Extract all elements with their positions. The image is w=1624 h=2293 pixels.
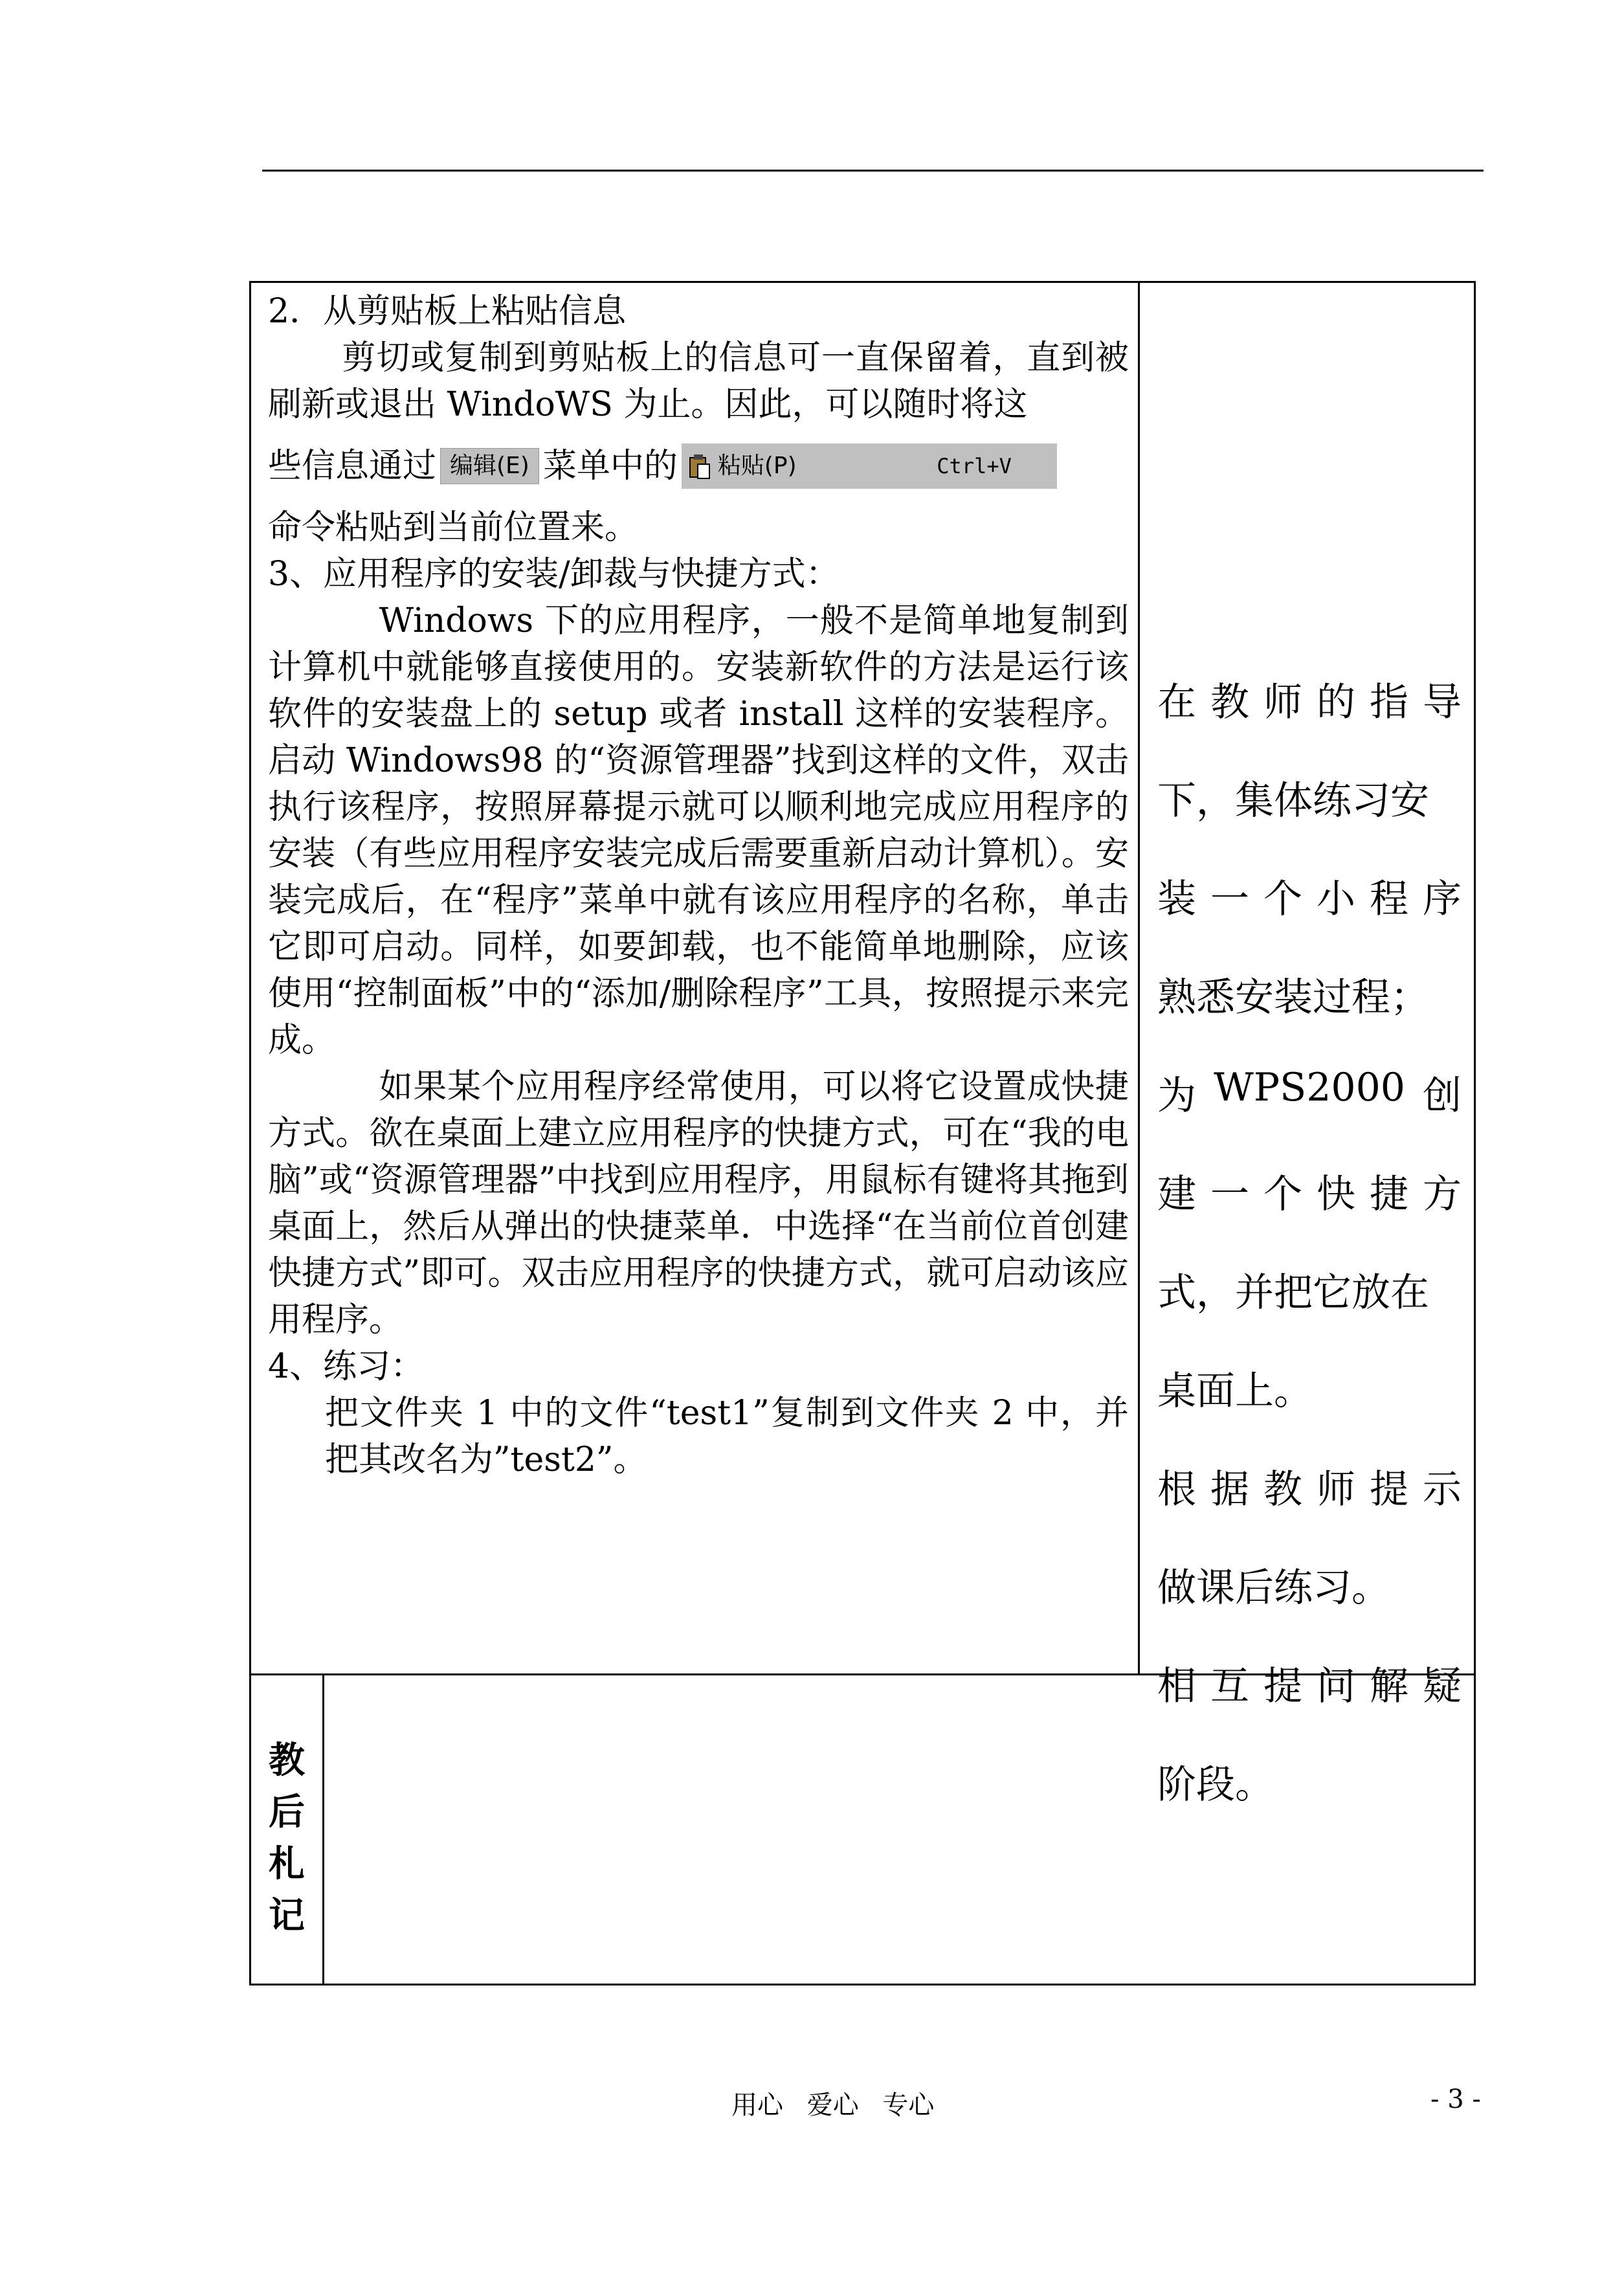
activity-text: 相: [1157, 1664, 1196, 1709]
paste-label: 粘贴(P): [717, 453, 797, 479]
section-4-title: 4、练习：: [268, 1347, 425, 1386]
activity-text: 捷: [1370, 1172, 1408, 1217]
activity-line: [1157, 770, 1462, 868]
activity-line: [1157, 1262, 1462, 1360]
activity-text: 的: [1317, 680, 1355, 725]
notes-label-char: 后: [269, 1791, 305, 1833]
activity-text: 提: [1263, 1664, 1302, 1709]
paragraph-install: Windows 下的应用程序，一般不是简单地复制到计算机中就能够直接使用的。安装新软件的方法是运行该软件的安装盘上的 setup 或者 install 这样的安装程序。启动 Windows98 的“资源管理器”找到这样的文件，双击执行该程序，按照屏幕提示就可以顺利地完成应用程序的安装（有些应用程序安装完成后需要重新启动计算机）。安装完成后，在“程序”菜单中就有该应用程序的名称，单击它即可启动。同样，如要卸载，也不能简单地删除，应该使用“控制面板”中的“添加/删除程序”工具，按照提示来完成。: [268, 601, 1129, 1060]
activity-text: 为: [1157, 1073, 1196, 1119]
notes-label-char: 记: [269, 1895, 305, 1937]
activity-text: 根: [1157, 1467, 1196, 1512]
edit-menu-image: 编辑(E): [440, 448, 539, 484]
paragraph-clipboard: 剪切或复制到剪贴板上的信息可一直保留着，直到被刷新或退出 WindoWS 为止。因此，可以随时将这: [268, 339, 1129, 424]
post-lesson-notes-label: [264, 1735, 309, 1942]
paste-menu-item-image: [682, 443, 1057, 489]
header-rule: [262, 170, 1484, 172]
activity-text: 在: [1157, 680, 1196, 725]
activity-text: 熟悉安装过程；: [1157, 975, 1429, 1020]
activity-text: 提: [1370, 1467, 1408, 1512]
activity-text: 小: [1317, 877, 1355, 922]
notes-divider: [322, 1675, 324, 1984]
text-fragment: 菜单中的: [542, 447, 678, 486]
activity-text: 指: [1370, 680, 1408, 725]
section-2-title: 2．从剪贴板上粘贴信息: [268, 292, 627, 331]
page-number: - 3 -: [1430, 2085, 1481, 2114]
activity-line: [1157, 671, 1462, 770]
activity-text: 桌面上。: [1157, 1369, 1313, 1414]
activity-line: [1157, 1163, 1462, 1262]
activity-text: 疑: [1423, 1664, 1462, 1709]
lesson-content-table: [249, 281, 1476, 1807]
text-fragment: 些信息通过: [268, 447, 437, 486]
activity-line: [1157, 1360, 1462, 1459]
activity-text: 导: [1423, 680, 1462, 725]
activity-text: 方: [1423, 1172, 1462, 1217]
exercise-text: 把文件夹 1 中的文件“test1”复制到文件夹 2 中，并把其改名为”test2”。: [325, 1394, 1129, 1479]
footer-motto: 用心 爱心 专心: [731, 2090, 935, 2120]
activity-text: 一: [1210, 1172, 1249, 1217]
menu-instruction-line: [268, 428, 1129, 504]
activity-text: 阶段。: [1157, 1762, 1274, 1807]
notes-label-char: 札: [269, 1843, 305, 1885]
activity-line: [1157, 1557, 1462, 1655]
activity-line: [1157, 1459, 1462, 1557]
activity-text: 师: [1263, 680, 1302, 725]
activity-text: 个: [1263, 1172, 1302, 1217]
activity-text: 一: [1210, 877, 1249, 922]
activity-text: 创: [1423, 1073, 1462, 1119]
activity-text: 装: [1157, 877, 1196, 922]
activity-text: 互: [1210, 1664, 1249, 1709]
activity-text: 个: [1263, 877, 1302, 922]
paste-shortcut: Ctrl+V: [937, 454, 1012, 478]
activity-text: 式，并把它放在: [1157, 1270, 1429, 1315]
activity-text: 建: [1157, 1172, 1196, 1217]
activity-line: [1157, 1065, 1462, 1163]
activity-text: 教: [1263, 1467, 1302, 1512]
activity-text: 解: [1370, 1664, 1408, 1709]
activity-text: 示: [1423, 1467, 1462, 1512]
activity-line: [1157, 868, 1462, 967]
activity-text: 问: [1317, 1664, 1355, 1709]
post-lesson-notes-table: [249, 1673, 1476, 1985]
activity-text: 做课后练习。: [1157, 1565, 1390, 1611]
activity-text: WPS2000: [1214, 1065, 1405, 1110]
paragraph-paste-command: 命令粘贴到当前位置来。: [268, 508, 639, 547]
activity-text: 序: [1423, 877, 1462, 922]
activity-text: 教: [1210, 680, 1249, 725]
activity-text: 师: [1317, 1467, 1355, 1512]
activity-line: [1157, 967, 1462, 1065]
activity-text: 快: [1317, 1172, 1355, 1217]
notes-label-char: 教: [269, 1739, 305, 1782]
activity-text: 下，集体练习安: [1157, 778, 1429, 823]
activity-text: 据: [1210, 1467, 1249, 1512]
paragraph-shortcut: 如果某个应用程序经常使用，可以将它设置成快捷方式。欲在桌面上建立应用程序的快捷方式，可在“我的电脑”或“资源管理器”中找到应用程序，用鼠标有键将其拖到桌面上，然后从弹出的快捷菜单．中选择“在当前位首创建快捷方式”即可。双击应用程序的快捷方式，就可启动该应用程序。: [268, 1068, 1129, 1339]
lesson-content-column: [268, 288, 1129, 1483]
column-divider: [1138, 283, 1140, 1673]
activity-text: 程: [1370, 877, 1408, 922]
paste-clipboard-icon: [688, 453, 711, 479]
section-3-title: 3、应用程序的安装/卸裁与快捷方式：: [268, 555, 840, 594]
